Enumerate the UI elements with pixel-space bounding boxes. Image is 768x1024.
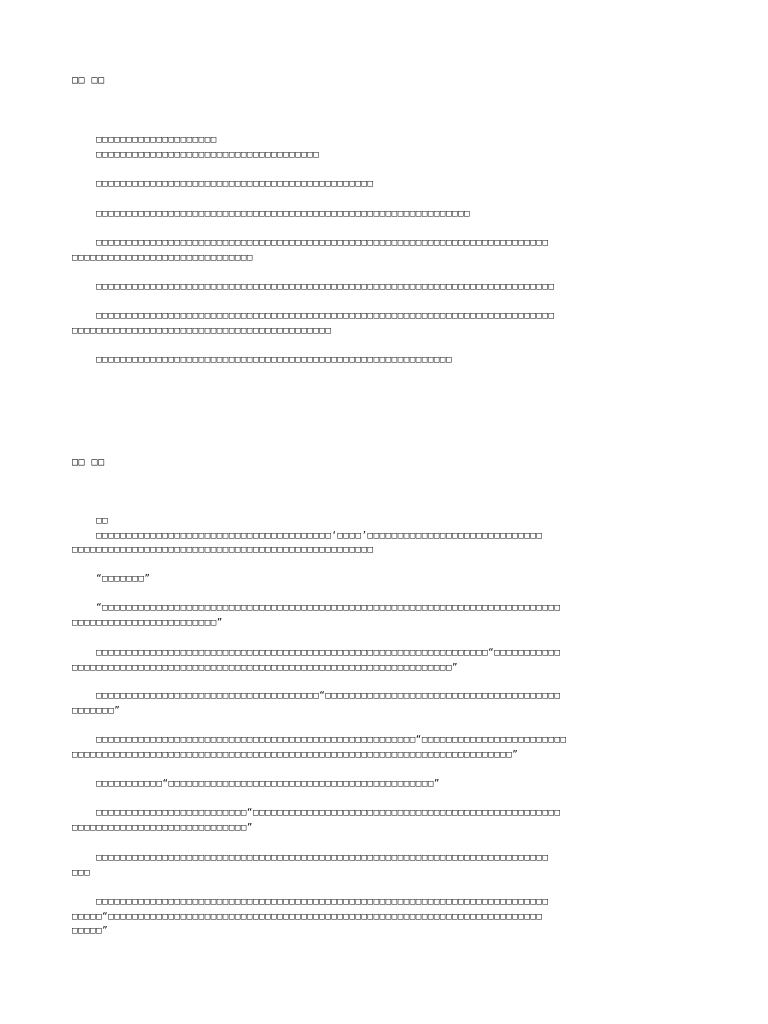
paragraph — [72, 777, 700, 792]
paragraph-line: □□□□□□□□□□□□□□□□□□□□ — [72, 134, 217, 145]
paragraph-line: □□□□□□□□□□□□□□□□□□□□□□□□□□□□□□□□□□□□□□□□□□□□□□□□□□□□□□□□□□□□□□ — [72, 208, 471, 219]
paragraph — [72, 309, 700, 338]
paragraph-line: □□□□□□□□□□□□□□□□□□□□□□□□□□□□□□□□□□□□□□□□□□□ — [72, 324, 332, 336]
paragraph-line: □□□□□□□□□□□□□□□□□□□□□□□□□□□□□□□□□□□□□□□□□□□□□□□□□□□□□□□□□□□□□□□□□□□□□□□□□□□ — [72, 852, 549, 863]
paragraph — [72, 806, 700, 835]
paragraph-line: □□□ — [72, 866, 91, 878]
paragraph-line: □□□□□□□□□□□□□□□□□□□□□□□□□□□□□□□□□□□□□ — [72, 148, 320, 160]
paragraph-line: □□□□□□□□□□□□□□□□□□□□□□□□□□□□□□□□□□□□□□□□□□□□□□□□□□□□□□□□□□□□□□□□□□□□□□□□□□□□ — [72, 310, 555, 321]
paragraph — [72, 733, 700, 762]
paragraph — [72, 895, 700, 939]
paragraph — [72, 601, 700, 630]
paragraph-line: □□□□□□□□□□□□□□□□□□□□□□□□” — [72, 616, 223, 628]
paragraph-line: □□□□□□□□□□□□□□□□□□□□□□□□□□□□□□□□□□□□□□□□□□□□□□□□□□□□□□□□□□□ — [72, 354, 452, 365]
paragraph-line: □□ — [72, 515, 109, 526]
paragraph-line: “□□□□□□□” — [72, 573, 151, 584]
paragraph-line: □□□□□□□□□□□□□□□□□□□□□□□□□□□□□□ — [72, 251, 253, 263]
paragraph — [72, 236, 700, 265]
paragraph — [72, 207, 700, 222]
paragraph-line: □□□□□□□□□□□□□□□□□□□□□□□□□□□□□□□□□□□□□□□□□□□□□□ — [72, 178, 374, 189]
paragraph-line: □□□□□□□□□□□□□□□□□□□□□□□□□“□□□□□□□□□□□□□□□□□□□□□□□□□□□□□□□□□□□□□□□□□□□□□□□□□□□ — [72, 807, 561, 818]
paragraph-line: □□□□□□□□□□□□□□□□□□□□□□□□□□□□□” — [72, 821, 253, 833]
paragraph — [72, 572, 700, 587]
paragraph-line: □□□□□” — [72, 925, 109, 936]
section-1-heading: □□ □□ — [72, 75, 105, 86]
paragraph-line: □□□□□□□□□□□□□□□□□□□□□□□□□□□□□□□□□□□□□□□□□□□□□□□□□□□□□□□□□□□□□□□□□□□□□□□□□” — [72, 748, 519, 760]
paragraph-line: □□□□□□□□□□□“□□□□□□□□□□□□□□□□□□□□□□□□□□□□□□□□□□□□□□□□□□□□” — [72, 778, 440, 789]
paragraph-line: □□□□□□□” — [72, 704, 121, 716]
paragraph-line: □□□□□□□□□□□□□□□□□□□□□□□□□□□□□□□□□□□□□□□□□□□□□□□□□□ — [72, 544, 374, 555]
paragraph-line: □□□□□□□□□□□□□□□□□□□□□□□□□□□□□□□□□□□□□□□□□□□□□□□□□□□□□□□□□□□□□□□□□□□□□□□□□□□ — [72, 237, 549, 248]
paragraph — [72, 133, 700, 162]
paragraph — [72, 353, 700, 368]
section-2-heading: □□ □□ — [72, 457, 105, 468]
paragraph — [72, 646, 700, 675]
paragraph-line: □□□□□□□□□□□□□□□□□□□□□□□□□□□□□□□□□□□□□“□□□□□□□□□□□□□□□□□□□□□□□□□□□□□□□□□□□□□□□ — [72, 690, 561, 701]
paragraph-line: □□□□□□□□□□□□□□□□□□□□□□□□□□□□□□□□□□□□□□□‘□□□□’□□□□□□□□□□□□□□□□□□□□□□□□□□□□□ — [72, 529, 543, 541]
paragraph — [72, 851, 700, 880]
paragraph-line: □□□□□□□□□□□□□□□□□□□□□□□□□□□□□□□□□□□□□□□□□□□□□□□□□□□□□□□□□□□□□□□□□“□□□□□□□□□□□ — [72, 647, 561, 658]
paragraph-line: □□□□□□□□□□□□□□□□□□□□□□□□□□□□□□□□□□□□□□□□□□□□□□□□□□□□□“□□□□□□□□□□□□□□□□□□□□□□□□ — [72, 734, 567, 745]
paragraph — [72, 514, 700, 558]
paragraph-line: □□□□□“□□□□□□□□□□□□□□□□□□□□□□□□□□□□□□□□□□□□□□□□□□□□□□□□□□□□□□□□□□□□□□□□□□□□□□□□ — [72, 910, 543, 922]
paragraph-line: □□□□□□□□□□□□□□□□□□□□□□□□□□□□□□□□□□□□□□□□□□□□□□□□□□□□□□□□□□□□□□□□□□□□□□□□□□□ — [72, 896, 549, 907]
paragraph — [72, 689, 700, 718]
paragraph — [72, 280, 700, 295]
paragraph-line: □□□□□□□□□□□□□□□□□□□□□□□□□□□□□□□□□□□□□□□□□□□□□□□□□□□□□□□□□□□□□□□” — [72, 661, 459, 673]
paragraph — [72, 177, 700, 192]
paragraph-line: □□□□□□□□□□□□□□□□□□□□□□□□□□□□□□□□□□□□□□□□□□□□□□□□□□□□□□□□□□□□□□□□□□□□□□□□□□□□ — [72, 281, 555, 292]
paragraph-line: “□□□□□□□□□□□□□□□□□□□□□□□□□□□□□□□□□□□□□□□□□□□□□□□□□□□□□□□□□□□□□□□□□□□□□□□□□□□□ — [72, 602, 561, 613]
